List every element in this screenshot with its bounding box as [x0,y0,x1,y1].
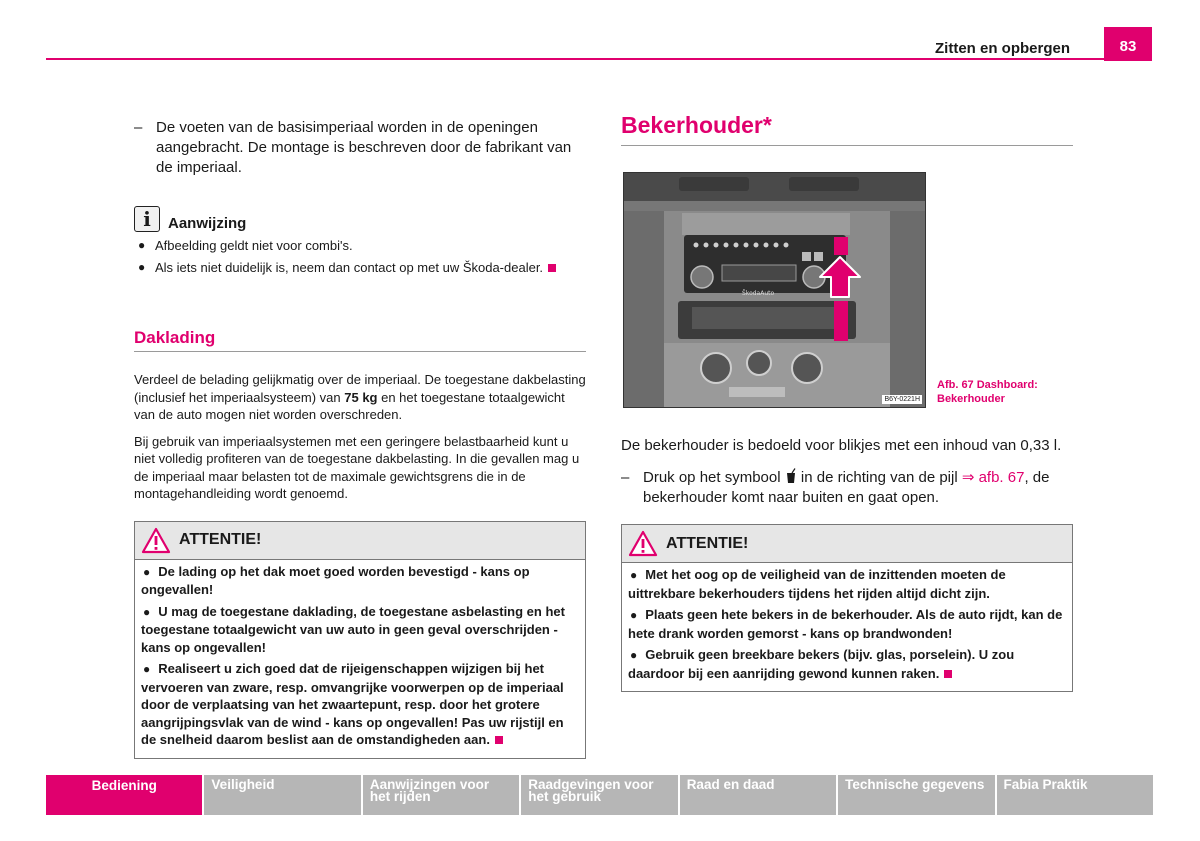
tab-veiligheid[interactable]: Veiligheid [204,775,360,815]
warning-bullet: ● De lading op het dak moet goed worden bevestigd - kans op ongevallen! [141,563,530,597]
warning-triangle-icon [141,527,171,554]
right-column [621,112,1073,692]
tab-fabia-praktik[interactable]: Fabia Praktik [997,775,1153,815]
warning-bullet: ● Met het oog op de veiligheid van de inzittenden moeten de uittrekbare bekerhouders tijdens het rijden altijd dicht zijn. [628,567,1006,601]
warning-header [135,522,585,560]
note-bullet-text: Afbeelding geldt niet voor combi's. [155,238,353,253]
warning-triangle-icon [628,530,658,557]
end-of-section-mark [944,670,952,678]
end-of-section-mark [495,736,503,744]
running-header: Zitten en opbergen [935,40,1070,57]
tab-technische-gegevens[interactable]: Technische gegevens [838,775,994,815]
warning-title: ATTENTIE! [666,534,749,552]
brand-text: ŠkodaAuto [742,290,775,297]
dashboard-photo [623,172,926,408]
cupholder-description: De bekerhouder is bedoeld voor blikjes met een inhoud van 0,33 l. [621,437,1062,454]
warning-bullet: ● Gebruik geen breekbare bekers (bijv. glas, porselein). U zou daardoor bij een aanrijding gewond kunnen raken. [628,647,1015,681]
tab-bediening[interactable]: Bediening [46,775,202,815]
dash-marker: – [621,469,630,486]
tab-aanwijzingen-voor-het-rijden[interactable]: Aanwijzingen voor het rijden [363,775,519,815]
left-column [134,118,586,759]
warning-bullet: ● U mag de toegestane daklading, de toegestane asbelasting en het toegestane totaalgewicht van uw auto in geen geval overschrijden - kans op ongevallen! [141,603,565,655]
mounting-step [134,118,586,178]
bullet-dot: ● [138,238,146,252]
note-title: Aanwijzing [168,214,247,232]
roof-system-paragraph: Bij gebruik van imperiaalsystemen met een geringere belastbaarheid kunt u niet volledig profiteren van de toegestane dakbelasting. In die gevallen mag u de imperiaal maar belasten tot de maximale gewichtsgrens die in de montagehandleiding wordt genoemd. [134,433,580,501]
warning-body [622,563,1072,691]
bullet-dot: ● [138,260,146,274]
warning-title: ATTENTIE! [179,531,262,548]
tab-raadgevingen-voor-het-gebruik[interactable]: Raadgevingen voor het gebruik [521,775,677,815]
dash-marker: – [134,119,143,136]
warning-bullet: ● Plaats geen hete bekers in de bekerhouder. Als de auto rijdt, kan de hete drank worden gemorst - kans op brandwonden! [628,607,1063,641]
warning-box-cupholder [621,524,1073,692]
end-of-section-mark [548,264,556,272]
note-bullet-text: Als iets niet duidelijk is, neem dan contact op met uw Škoda-dealer. [155,260,544,275]
warning-header [622,525,1072,563]
warning-body [135,560,585,758]
figure-caption: Afb. 67 Dashboard: Bekerhouder [937,379,1038,405]
chapter-tabs [46,775,1153,815]
figure-reference-link[interactable]: ⇒ afb. 67 [961,469,1025,486]
mounting-step-text: De voeten van de basisimperiaal worden in de openingen aangebracht. De montage is beschreven door de fabrikant van de imperiaal. [156,119,572,176]
figure-67 [621,172,1073,408]
tab-raad-en-daad[interactable]: Raad en daad [680,775,836,815]
header-rule [46,58,1152,60]
section-heading-bekerhouder: Bekerhouder* [621,112,1073,146]
note-bullet [134,237,586,254]
note-header [134,206,586,232]
warning-bullet: ● Realiseert u zich goed dat de rijeigenschappen wijzigen bij het vervoeren van zware, resp. omvangrijke voorwerpen op de imperiaal door de verplaatsing van het zwaartepunt, resp. door het grotere aangrijpingsvlak van de wind - kans op ongevallen! Pas uw rijstijl en de snelheid daarom beslist aan de omstandigheden aan. [141,661,564,747]
cupholder-instruction: – Druk op het symbool in de richting van de pijl ⇒ afb. 67, de bekerhouder komt naar buiten en gaat open. [621,469,1050,506]
page-number: 83 [1104,27,1152,61]
note-bullet [134,259,586,276]
warning-box-roof [134,521,586,759]
figure-code: B6Y-0221H [884,396,920,403]
dashboard-illustration [624,173,926,408]
info-icon: i [134,206,160,232]
cupholder-symbol-icon [785,468,797,484]
section-heading-daklading: Daklading [134,328,586,352]
roof-load-paragraph: Verdeel de belading gelijkmatig over de imperiaal. De toegestane dakbelasting (inclusief het imperiaalsysteem) van 75 kg en het toegestane totaalgewicht van de auto mogen niet worden overschreden. [134,372,586,422]
roof-load-value: 75 kg [344,389,378,405]
